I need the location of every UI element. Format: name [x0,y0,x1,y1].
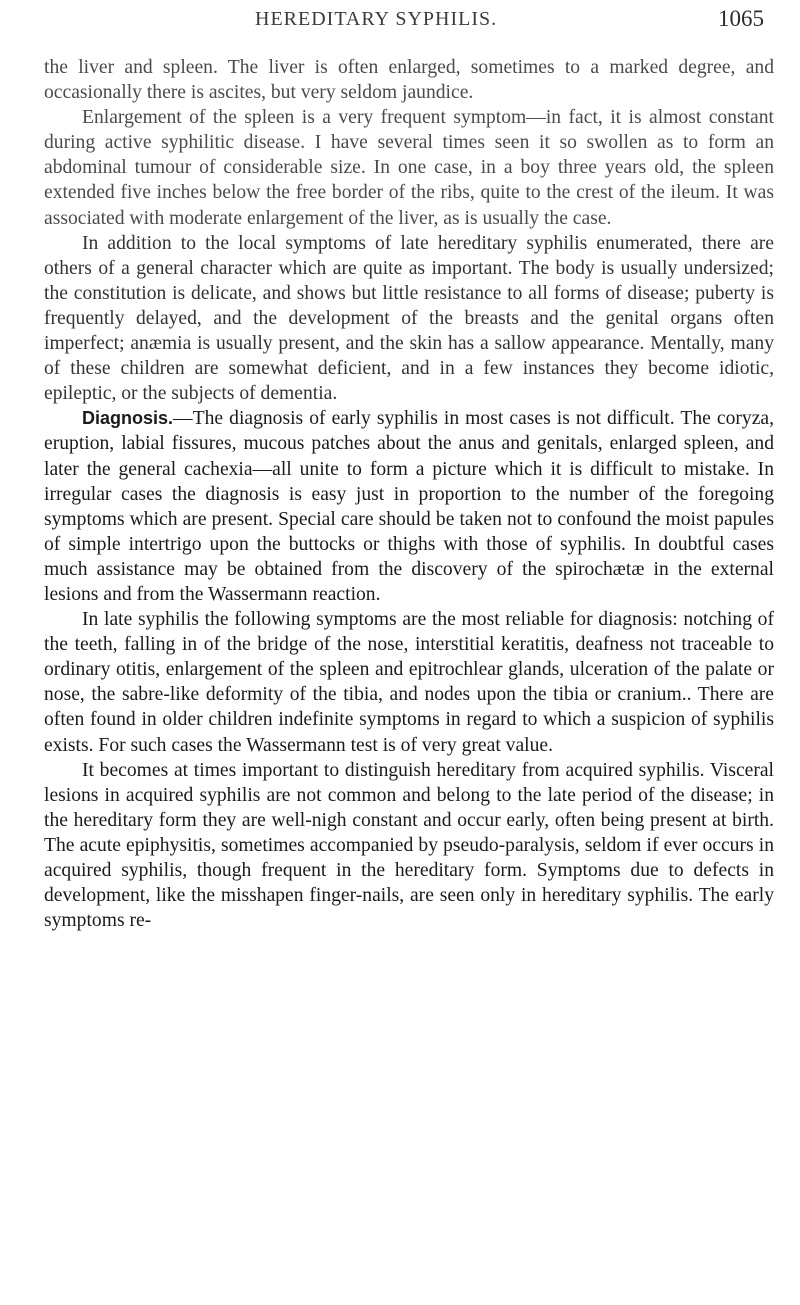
paragraph-hereditary-vs-acquired [44,758,774,934]
paragraph-text: Enlargement of the spleen is a very frequent symptom—in fact, it is almost constant during active syphilitic disease. I have several times seen it so swollen as to form an abdominal tumour of considerable size. In one case, in a boy three years old, the spleen extended five inches below the free border of the ribs, quite to the crest of the ileum. It was associated with moderate enlargement of the liver, as is usually the case. [44,107,774,229]
paragraph-text: In late syphilis the following symptoms are the most reliable for diagnosis: notching of the teeth, falling in of the bridge of the nose, interstitial keratitis, deafness not traceable to ordinary otitis, enlargement of the spleen and epitrochlear glands, ulceration of the palate or nose, the sabre-like deformity of the tibia, and nodes upon the tibia or cranium.. There are often found in older children indefinite symptoms in regard to which a suspicion of syphilis exists. For such cases the Wassermann test is of very great value. [44,609,774,756]
running-title: HEREDITARY SYPHILIS. [255,8,498,30]
paragraph-text: —The diagnosis of early syphilis in most cases is not difficult. The coryza, eruption, labial fissures, mucous patches about the anus and genitals, enlarged spleen, and later the general cachexia—all unite to form a picture which it is difficult to mistake. In irregular cases the diagnosis is easy just in proportion to the number of the foregoing symptoms which are present. Special care should be taken not to confound the moist papules of simple intertrigo upon the buttocks or thighs with those of syphilis. In doubtful cases much assistance may be obtained from the discovery of the spirochætæ in the external lesions and from the Wassermann reaction. [44,408,774,605]
paragraph-text: In addition to the local symptoms of late hereditary syphilis enumerated, there are others of a general character which are quite as important. The body is usually undersized; the constitution is delicate, and shows but little resistance to all forms of disease; puberty is frequently delayed, and the development of the breasts and the genital organs often imperfect; anæmia is usually present, and the skin has a sallow appearance. Mentally, many of these children are somewhat deficient, and in a few instances they become idiotic, epileptic, or the subjects of dementia. [44,232,774,405]
paragraph-text: the liver and spleen. The liver is often enlarged, sometimes to a marked degree, and occasionally there is ascites, but very seldom jaundice. [44,57,774,104]
section-heading-diagnosis: Diagnosis. [82,408,174,429]
running-head [0,6,800,36]
paragraph-general-symptoms [44,231,774,407]
page-number: 1065 [718,6,764,31]
paragraph-text: It becomes at times important to distinguish hereditary from acquired syphilis. Visceral lesions in acquired syphilis are not common and belong to the late period of the disease; in the hereditary form they are well-nigh constant and occur early, often being present at birth. The acute epiphysitis, sometimes accompanied by pseudo-paralysis, seldom if ever occurs in acquired syphilis, though frequent in the hereditary form. Symptoms due to defects in development, like the misshapen finger-nails, are seen only in hereditary syphilis. The early symptoms re- [44,759,774,932]
paragraph-spleen-enlargement [44,105,774,230]
paragraph-liver-spleen [44,55,774,105]
body-text [44,55,774,933]
paragraph-diagnosis [44,406,774,607]
paragraph-late-syphilis [44,607,774,758]
